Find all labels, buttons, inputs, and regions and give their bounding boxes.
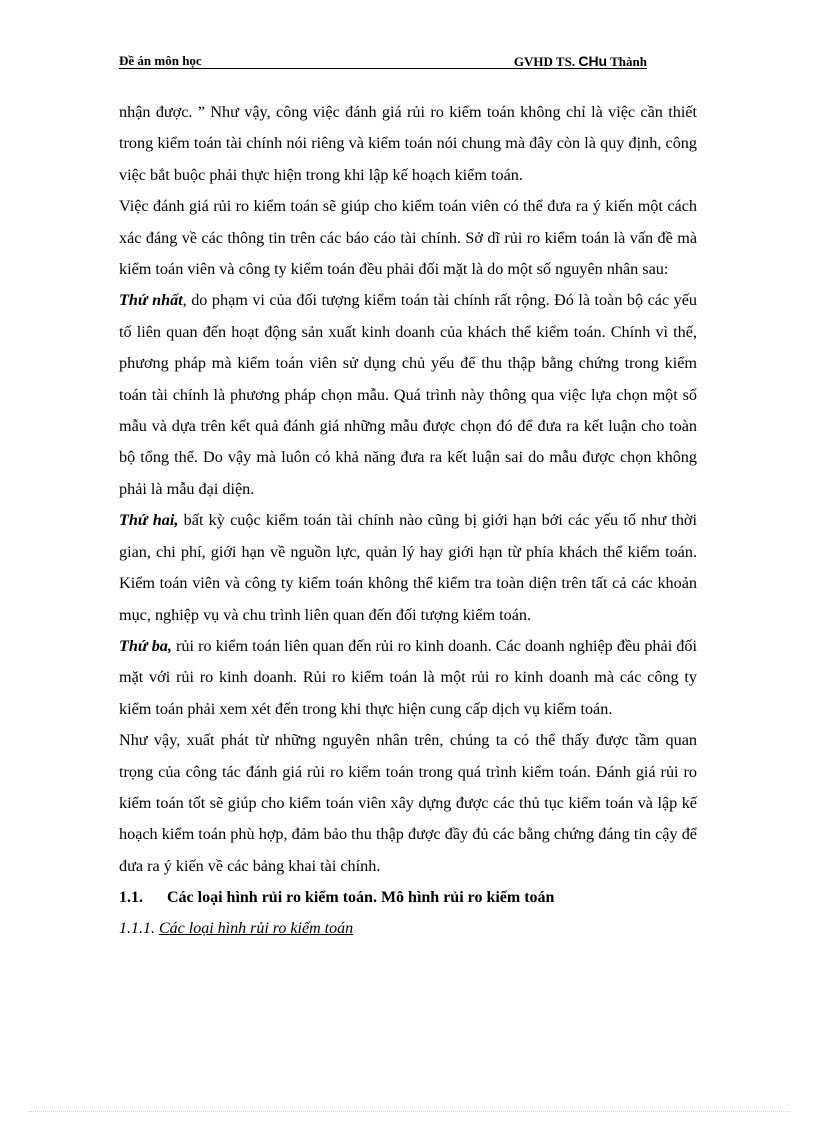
page-bottom-border [28, 1111, 790, 1112]
section-title: Các loại hình rủi ro kiểm toán. Mô hình rủi ro kiểm toán [167, 889, 555, 907]
paragraph-first-reason [119, 285, 697, 505]
paragraph-conclusion: Như vậy, xuất phát từ những nguyên nhân trên, chúng ta có thể thấy được tầm quan trọng của công tác đánh giá rủi ro kiểm toán trong quá trình kiểm toán. Đánh giá rủi ro kiểm toán tốt sẽ giúp cho kiểm toán viên xây dựng được các thủ tục kiểm toán và lập kế hoạch kiểm toán phù hợp, đảm bảo thu thập được đầy đủ các bằng chứng đáng tin cậy để đưa ra ý kiến về các bảng khai tài chính. [119, 731, 697, 875]
header-supervisor-suffix: Thành [607, 54, 647, 69]
subsection-heading [119, 913, 697, 944]
header-supervisor-emphasis: CHu [578, 53, 608, 69]
paragraph-third-reason [119, 631, 697, 725]
paragraph-importance: Việc đánh giá rủi ro kiểm toán sẽ giúp cho kiểm toán viên có thể đưa ra ý kiến một cách xác đáng về các thông tin trên các báo cáo tài chính. Sở dĩ rủi ro kiểm toán là vấn đề mà kiểm toán viên và công ty kiểm toán đều phải đối mặt là do một số nguyên nhân sau: [119, 197, 697, 279]
header-supervisor-prefix: GVHD TS. [513, 54, 579, 69]
section-number: 1.1. [119, 889, 143, 907]
second-reason-lead: Thứ hai, [119, 511, 179, 530]
subsection-title: Các loại hình rủi ro kiểm toán [159, 920, 354, 938]
section-heading [119, 882, 697, 913]
paragraph-continuation: nhận được. ” Như vậy, công việc đánh giá rủi ro kiểm toán không chỉ là việc cần thiết trong kiểm toán tài chính nói riêng và kiểm toán nói chung mà đây còn là quy định, công việc bắt buộc phải thực hiện trong khi lập kế hoạch kiểm toán. [119, 103, 697, 184]
second-reason-text: bất kỳ cuộc kiểm toán tài chính nào cũng bị giới hạn bởi các yếu tố như thời gian, chi phí, giới hạn về nguồn lực, quản lý hay giới hạn từ phía khách thể kiểm toán. Kiểm toán viên và công ty kiểm toán không thể kiểm tra toàn diện trên tất cả các khoản mục, nghiệp vụ và chu trình liên quan đến đối tượng kiểm toán. [119, 511, 697, 624]
header-rule [119, 68, 647, 69]
first-reason-lead: Thứ nhất [119, 291, 183, 310]
third-reason-lead: Thứ ba, [119, 636, 172, 655]
first-reason-text: , do phạm vi của đối tượng kiểm toán tài chính rất rộng. Đó là toàn bộ các yếu tố liên quan đến hoạt động sản xuất kinh doanh của khách thể kiểm toán. Chính vì thế, phương pháp mà kiểm toán viên sử dụng chủ yếu để thu thập bằng chứng trong kiểm toán tài chính là phương pháp chọn mẫu. Quá trình này thông qua việc lựa chọn một số mẫu và dựa trên kết quả đánh giá những mẫu được chọn đó để đưa ra kết luận cho toàn bộ tổng thể. Do vậy mà luôn có khả năng đưa ra kết luận sai do mẫu được chọn không phải là mẫu đại diện. [119, 291, 697, 498]
page-body [119, 97, 697, 944]
third-reason-text: rủi ro kiểm toán liên quan đến rủi ro kinh doanh. Các doanh nghiệp đều phải đối mặt với rủi ro kinh doanh. Rủi ro kiểm toán là một rủi ro kinh doanh mà các công ty kiểm toán phải xem xét đến trong khi thực hiện cung cấp dịch vụ kiểm toán. [119, 636, 697, 718]
paragraph-second-reason [119, 505, 697, 631]
header-document-type: Đề án môn học [119, 53, 202, 68]
subsection-number: 1.1.1. [119, 920, 159, 938]
